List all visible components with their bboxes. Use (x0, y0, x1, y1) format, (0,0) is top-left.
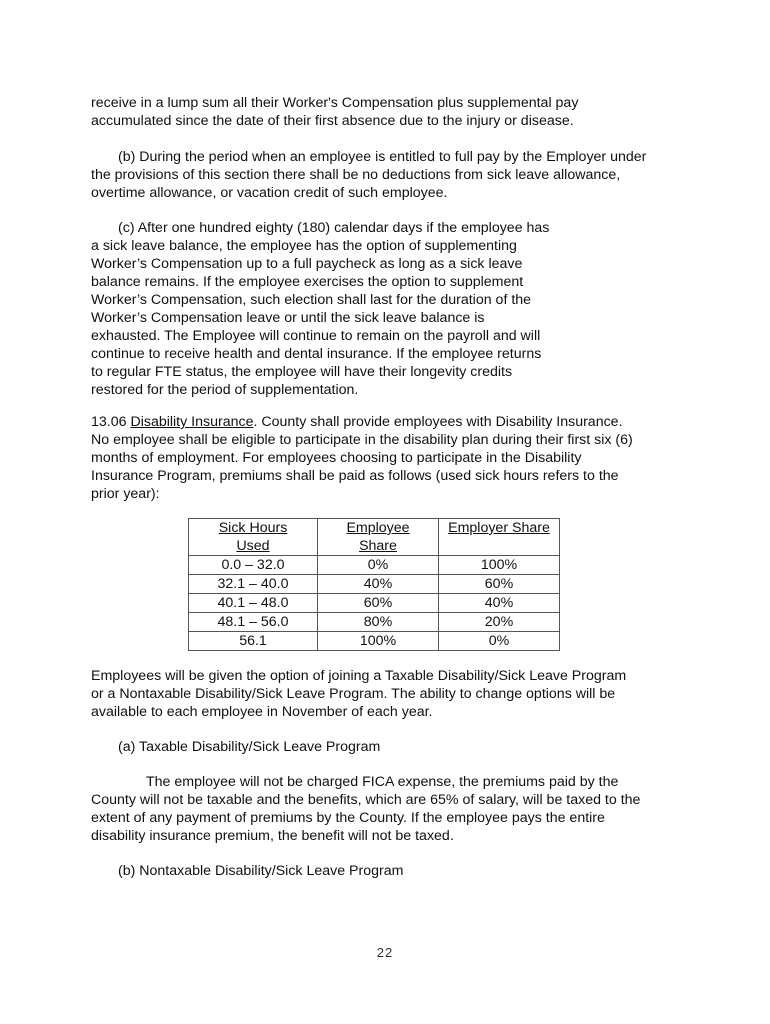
header-sick-hours (189, 519, 318, 556)
header-employer-share (439, 519, 560, 556)
cell-employer-share: 100% (439, 556, 560, 575)
table-row (189, 575, 560, 594)
cell-employer-share: 20% (439, 613, 560, 632)
cell-employee-share: 40% (318, 575, 439, 594)
text-line: accumulated since the date of their first absence due to the injury or disease. (91, 113, 574, 129)
cell-sick-hours: 48.1 – 56.0 (189, 613, 318, 632)
page-number: 22 (376, 945, 394, 960)
taxable-body (91, 773, 640, 845)
section-heading-line (91, 413, 633, 431)
text-line: disability insurance premium, the benefit will not be taxed. (91, 828, 454, 844)
taxable-heading (91, 738, 380, 756)
table-header-row (189, 519, 560, 556)
text-line: or a Nontaxable Disability/Sick Leave Program. The ability to change options will be (91, 686, 616, 702)
text-line: Insurance Program, premiums shall be paid as follows (used sick hours refers to the (91, 468, 619, 484)
text-line: Worker’s Compensation, such election shall last for the duration of the (91, 292, 532, 308)
text-line: (b) Nontaxable Disability/Sick Leave Program (118, 863, 404, 879)
text-line: (a) Taxable Disability/Sick Leave Program (118, 739, 381, 755)
text-line: months of employment. For employees choosing to participate in the Disability (91, 450, 582, 466)
section-13-06 (91, 413, 633, 503)
text-line: the provisions of this section there shall be no deductions from sick leave allowance, (91, 167, 621, 183)
text-line: overtime allowance, or vacation credit of such employee. (91, 185, 448, 201)
text-line: (c) After one hundred eighty (180) calendar days if the employee has (118, 220, 550, 236)
text-line: No employee shall be eligible to participate in the disability plan during their first six (6) (91, 432, 633, 448)
text-line: (b) During the period when an employee is entitled to full pay by the Employer under (118, 149, 647, 165)
table-row (189, 556, 560, 575)
header-text: Share (359, 538, 397, 554)
options-paragraph (91, 667, 626, 721)
cell-employee-share: 80% (318, 613, 439, 632)
text-line: Worker’s Compensation up to a full paycheck as long as a sick leave (91, 256, 523, 272)
nontaxable-heading (91, 862, 403, 880)
cell-sick-hours: 40.1 – 48.0 (189, 594, 318, 613)
table-row (189, 613, 560, 632)
text-line: Employees will be given the option of joining a Taxable Disability/Sick Leave Program (91, 668, 627, 684)
text-line: available to each employee in November of each year. (91, 704, 433, 720)
table-row (189, 594, 560, 613)
premium-share-table (188, 518, 560, 651)
cell-employee-share: 60% (318, 594, 439, 613)
section-first-line: . County shall provide employees with Disability Insurance. (253, 414, 623, 430)
cell-sick-hours: 56.1 (189, 632, 318, 651)
text-line: extent of any payment of premiums by the County. If the employee pays the entire (91, 810, 605, 826)
table-row (189, 632, 560, 651)
intro-paragraph (91, 94, 578, 130)
section-number: 13.06 (91, 414, 131, 430)
text-line: prior year): (91, 486, 160, 502)
text-line: Worker’s Compensation leave or until the sick leave balance is (91, 310, 485, 326)
text-line: continue to receive health and dental insurance. If the employee returns (91, 346, 542, 362)
cell-employee-share: 0% (318, 556, 439, 575)
cell-sick-hours: 32.1 – 40.0 (189, 575, 318, 594)
text-line: County will not be taxable and the benefits, which are 65% of salary, will be taxed to the (91, 792, 641, 808)
text-line: receive in a lump sum all their Worker's Compensation plus supplemental pay (91, 95, 579, 111)
header-text: Employee (346, 520, 410, 536)
header-text: Employer Share (448, 520, 550, 536)
text-line: The employee will not be charged FICA expense, the premiums paid by the (146, 774, 619, 790)
text-line: to regular FTE status, the employee will have their longevity credits (91, 364, 513, 380)
cell-employee-share: 100% (318, 632, 439, 651)
text-line: a sick leave balance, the employee has the option of supplementing (91, 238, 517, 254)
header-text: Sick Hours (218, 520, 288, 536)
text-line: exhausted. The Employee will continue to remain on the payroll and will (91, 328, 541, 344)
paragraph-c (91, 219, 549, 399)
text-line: balance remains. If the employee exercises the option to supplement (91, 274, 524, 290)
header-employee-share (318, 519, 439, 556)
cell-employer-share: 0% (439, 632, 560, 651)
cell-sick-hours: 0.0 – 32.0 (189, 556, 318, 575)
header-text: Used (236, 538, 270, 554)
cell-employer-share: 40% (439, 594, 560, 613)
text-line: restored for the period of supplementation. (91, 382, 359, 398)
paragraph-b (91, 148, 646, 202)
cell-employer-share: 60% (439, 575, 560, 594)
section-title: Disability Insurance (130, 414, 254, 430)
